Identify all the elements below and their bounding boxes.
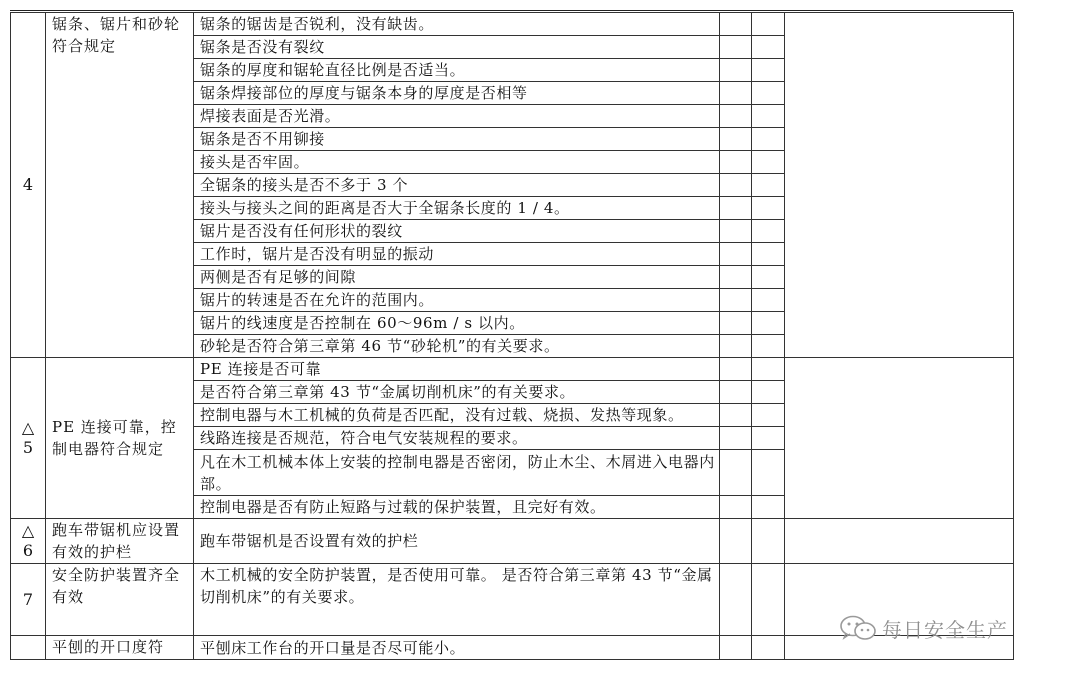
remarks-cell bbox=[785, 13, 1014, 358]
key-item-marker: △ bbox=[21, 521, 35, 540]
result-no-cell bbox=[752, 312, 785, 335]
check-item: 全锯条的接头是否不多于 3 个 bbox=[194, 174, 720, 197]
check-item: 跑车带锯机是否设置有效的护栏 bbox=[194, 519, 720, 564]
result-no-cell bbox=[752, 105, 785, 128]
table-row bbox=[11, 519, 1014, 564]
check-item: 接头与接头之间的距离是否大于全锯条长度的 1 / 4。 bbox=[194, 197, 720, 220]
result-yes-cell bbox=[720, 289, 752, 312]
remarks-cell bbox=[785, 519, 1014, 564]
check-item: 线路连接是否规范，符合电气安装规程的要求。 bbox=[194, 427, 720, 450]
result-no-cell bbox=[752, 13, 785, 36]
check-item: 凡在木工机械本体上安装的控制电器是否密闭，防止木尘、木屑进入电器内部。 bbox=[194, 450, 720, 496]
key-item-marker: △ bbox=[21, 418, 35, 437]
row-number bbox=[11, 13, 46, 358]
check-item: 焊接表面是否光滑。 bbox=[194, 105, 720, 128]
result-no-cell bbox=[752, 427, 785, 450]
result-no-cell bbox=[752, 174, 785, 197]
result-yes-cell bbox=[720, 174, 752, 197]
check-item: 锯片的转速是否在允许的范围内。 bbox=[194, 289, 720, 312]
check-item: 锯条的锯齿是否锐利，没有缺齿。 bbox=[194, 13, 720, 36]
check-item: 控制电器与木工机械的负荷是否匹配，没有过载、烧损、发热等现象。 bbox=[194, 404, 720, 427]
check-item: 工作时，锯片是否没有明显的振动 bbox=[194, 243, 720, 266]
result-yes-cell bbox=[720, 358, 752, 381]
row-number bbox=[11, 519, 46, 564]
result-no-cell bbox=[752, 404, 785, 427]
result-no-cell bbox=[752, 496, 785, 519]
result-yes-cell bbox=[720, 312, 752, 335]
remarks-cell bbox=[785, 358, 1014, 519]
check-item: 平刨床工作台的开口量是否尽可能小。 bbox=[194, 636, 720, 660]
category-cell: 安全防护装置齐全有效 bbox=[46, 564, 194, 636]
result-no-cell bbox=[752, 220, 785, 243]
result-yes-cell bbox=[720, 128, 752, 151]
result-no-cell bbox=[752, 36, 785, 59]
result-no-cell bbox=[752, 450, 785, 496]
result-no-cell bbox=[752, 564, 785, 636]
result-no-cell bbox=[752, 197, 785, 220]
check-item: 控制电器是否有防止短路与过载的保护装置，且完好有效。 bbox=[194, 496, 720, 519]
check-item: 锯条是否不用铆接 bbox=[194, 128, 720, 151]
check-item: 是否符合第三章第 43 节“金属切削机床”的有关要求。 bbox=[194, 381, 720, 404]
result-yes-cell bbox=[720, 220, 752, 243]
section-number: 7 bbox=[22, 589, 34, 609]
check-item: 接头是否牢固。 bbox=[194, 151, 720, 174]
result-no-cell bbox=[752, 289, 785, 312]
result-no-cell bbox=[752, 59, 785, 82]
check-item: 锯片是否没有任何形状的裂纹 bbox=[194, 220, 720, 243]
section-number: 5 bbox=[22, 438, 34, 457]
result-no-cell bbox=[752, 381, 785, 404]
result-yes-cell bbox=[720, 151, 752, 174]
result-yes-cell bbox=[720, 59, 752, 82]
result-yes-cell bbox=[720, 450, 752, 496]
result-no-cell bbox=[752, 335, 785, 358]
check-item: 木工机械的安全防护装置，是否使用可靠。 是否符合第三章第 43 节“金属切削机床”的有关要求。 bbox=[194, 564, 720, 636]
table-row bbox=[11, 13, 1014, 36]
result-no-cell bbox=[752, 636, 785, 660]
result-yes-cell bbox=[720, 197, 752, 220]
result-no-cell bbox=[752, 358, 785, 381]
watermark-text: 每日安全生产 bbox=[882, 617, 1008, 642]
wechat-icon bbox=[838, 615, 878, 641]
result-yes-cell bbox=[720, 381, 752, 404]
top-rule bbox=[10, 10, 1013, 11]
result-yes-cell bbox=[720, 404, 752, 427]
result-yes-cell bbox=[720, 82, 752, 105]
check-item: 两侧是否有足够的间隙 bbox=[194, 266, 720, 289]
result-yes-cell bbox=[720, 427, 752, 450]
check-item: 砂轮是否符合第三章第 46 节“砂轮机”的有关要求。 bbox=[194, 335, 720, 358]
check-item: 锯条的厚度和锯轮直径比例是否适当。 bbox=[194, 59, 720, 82]
section-number: 4 bbox=[22, 175, 34, 194]
result-no-cell bbox=[752, 82, 785, 105]
inspection-table bbox=[10, 12, 1014, 660]
check-item: 锯片的线速度是否控制在 60～96m / s 以内。 bbox=[194, 312, 720, 335]
result-yes-cell bbox=[720, 335, 752, 358]
result-yes-cell bbox=[720, 36, 752, 59]
result-yes-cell bbox=[720, 564, 752, 636]
result-no-cell bbox=[752, 266, 785, 289]
result-no-cell bbox=[752, 128, 785, 151]
result-yes-cell bbox=[720, 266, 752, 289]
category-cell: PE 连接可靠，控制电器符合规定 bbox=[46, 358, 194, 519]
result-yes-cell bbox=[720, 105, 752, 128]
row-number bbox=[11, 358, 46, 519]
result-yes-cell bbox=[720, 496, 752, 519]
category-cell: 平刨的开口度符 bbox=[46, 636, 194, 660]
table-row bbox=[11, 358, 1014, 381]
result-no-cell bbox=[752, 151, 785, 174]
result-yes-cell bbox=[720, 636, 752, 660]
check-item: PE 连接是否可靠 bbox=[194, 358, 720, 381]
result-yes-cell bbox=[720, 519, 752, 564]
result-yes-cell bbox=[720, 13, 752, 36]
watermark bbox=[838, 614, 1008, 642]
result-no-cell bbox=[752, 519, 785, 564]
category-cell: 跑车带锯机应设置有效的护栏 bbox=[46, 519, 194, 564]
check-item: 锯条是否没有裂纹 bbox=[194, 36, 720, 59]
result-no-cell bbox=[752, 243, 785, 266]
section-number: 6 bbox=[22, 541, 34, 560]
category-cell: 锯条、锯片和砂轮符合规定 bbox=[46, 13, 194, 358]
row-number bbox=[11, 564, 46, 636]
result-yes-cell bbox=[720, 243, 752, 266]
row-number bbox=[11, 636, 46, 660]
check-item: 锯条焊接部位的厚度与锯条本身的厚度是否相等 bbox=[194, 82, 720, 105]
